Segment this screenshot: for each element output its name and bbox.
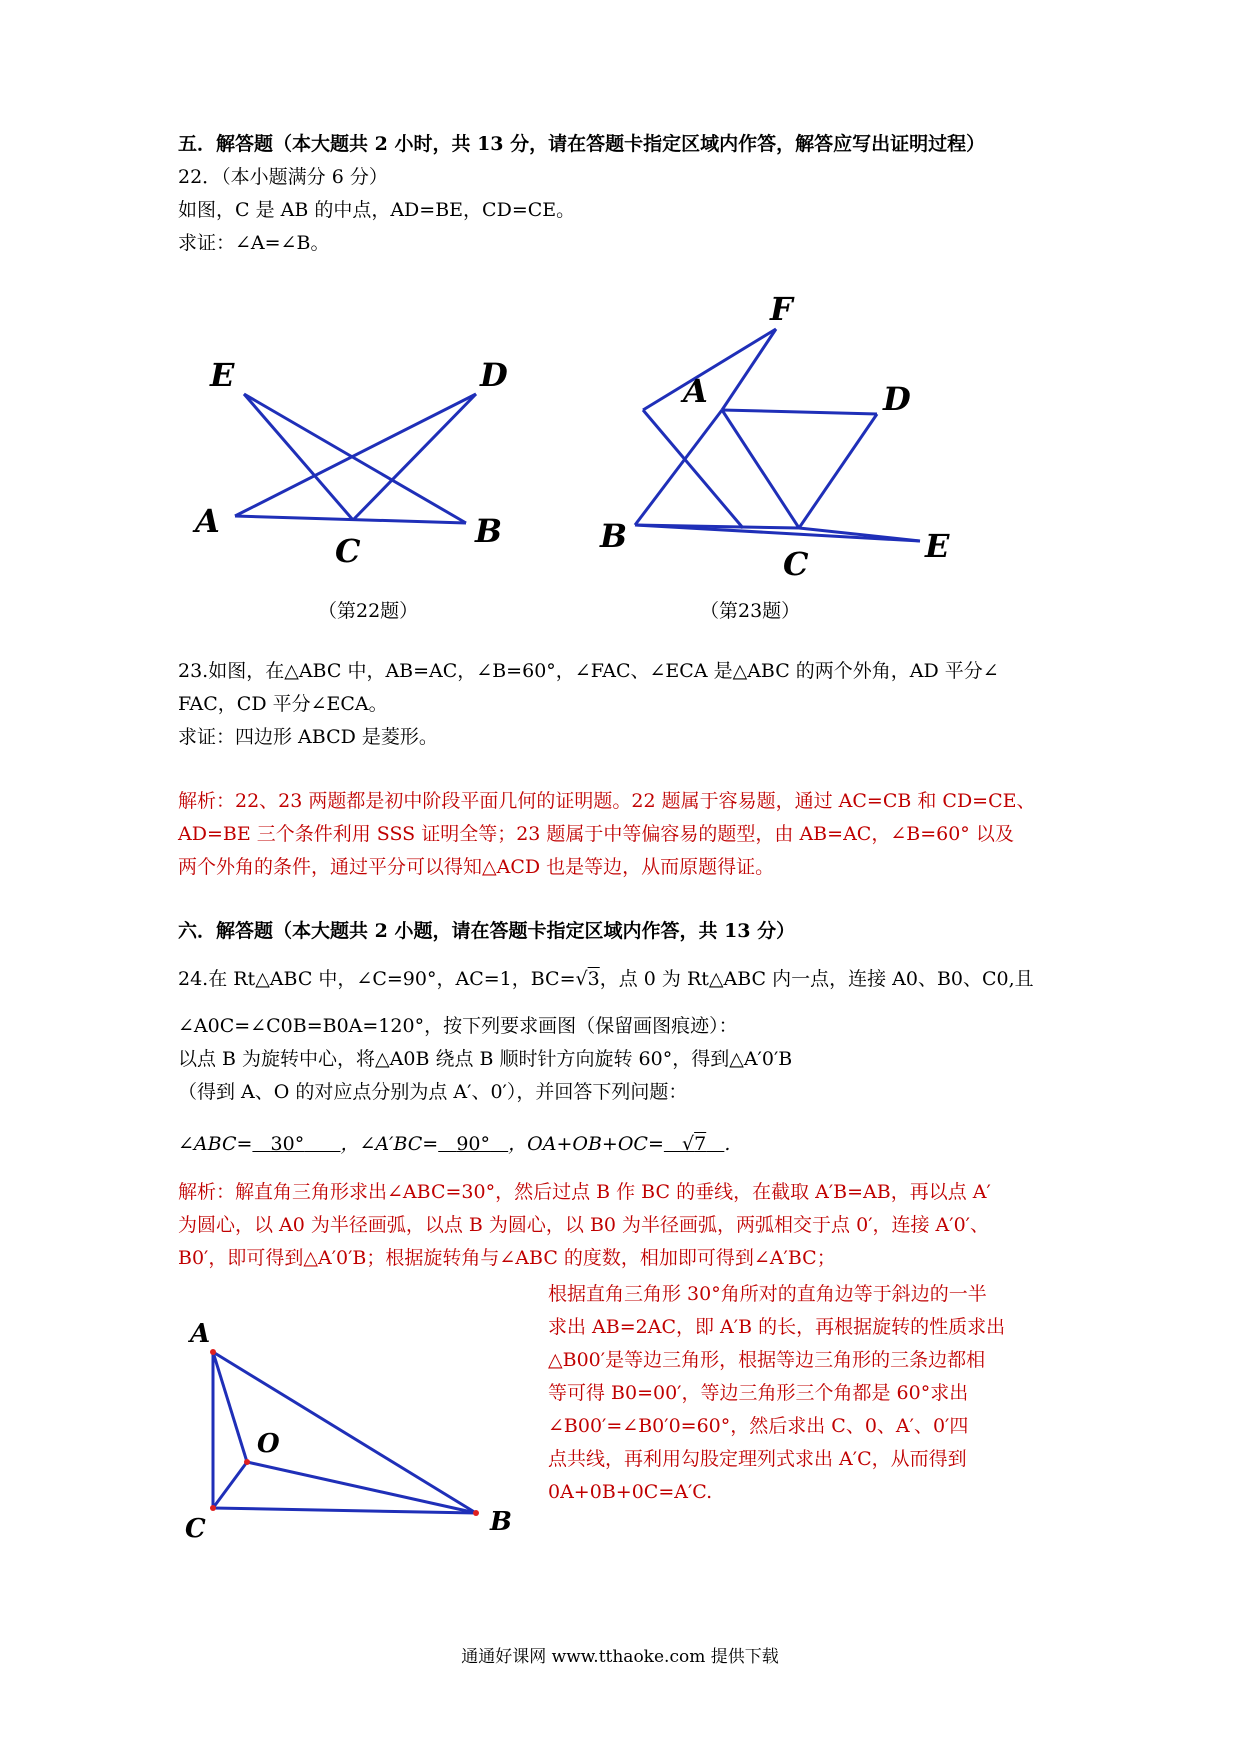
fig22-caption: （第22题） xyxy=(318,600,419,622)
analysis2-side-line: 求出 AB=2AC，即 A′B 的长，再根据旋转的性质求出 xyxy=(548,1316,1006,1338)
label-O: O xyxy=(257,1429,280,1459)
line-BD xyxy=(643,410,743,528)
q24-line3: 以点 B 为旋转中心，将△A0B 绕点 B 顺时针方向旋转 60°，得到△A′0′B xyxy=(178,1048,793,1070)
q22-label: 22．（本小题满分 6 分） xyxy=(178,166,388,188)
answer-blank-3: √7 xyxy=(682,1133,707,1155)
analysis2-side-line: △B00′是等边三角形，根据等边三角形的三条边都相 xyxy=(548,1349,986,1371)
q23-line3: 求证：四边形 ABCD 是菱形。 xyxy=(178,726,438,748)
analysis2-line1: 解析：解直角三角形求出∠ABC=30°，然后过点 B 作 BC 的垂线，在截取 A′B=AB，再以点 A′ xyxy=(178,1181,991,1203)
figure-24 xyxy=(180,1310,520,1550)
label-C: C xyxy=(185,1514,206,1544)
q23-line2: FAC，CD 平分∠ECA。 xyxy=(178,693,388,715)
sqrt-symbol: √3 xyxy=(575,968,600,990)
analysis2-line2: 为圆心，以 A0 为半径画弧，以点 B 为圆心，以 B0 为半径画弧，两弧相交于点 0′，连接 A′0′、 xyxy=(178,1214,989,1236)
analysis2-line3: B0′，即可得到△A′0′B；根据旋转角与∠ABC 的度数，相加即可得到∠A′BC； xyxy=(178,1247,836,1269)
line-BF xyxy=(643,329,776,410)
label-C: C xyxy=(783,545,809,583)
label-F: F xyxy=(770,290,793,328)
analysis2-side-line: 0A+0B+0C=A′C. xyxy=(548,1481,713,1503)
point-B xyxy=(473,1510,479,1516)
label-A: A xyxy=(190,1319,211,1349)
analysis2-side-line: 根据直角三角形 30°角所对的直角边等于斜边的一半 xyxy=(548,1283,987,1305)
line-EC xyxy=(244,394,353,520)
label-A: A xyxy=(195,502,220,540)
label-D: D xyxy=(883,380,911,418)
q22-line2: 求证：∠A=∠B。 xyxy=(178,232,330,254)
analysis2-side-line: 等可得 B0=00′，等边三角形三个角都是 60°求出 xyxy=(548,1382,969,1404)
line-AD xyxy=(235,394,476,516)
line-EB xyxy=(244,394,466,523)
figure-23 xyxy=(590,285,970,585)
label-B: B xyxy=(490,1507,512,1537)
line-AB xyxy=(213,1352,476,1513)
label-D: D xyxy=(480,356,508,394)
label-C: C xyxy=(335,532,361,570)
q24-answers: ∠ABC= 30° ，∠A′BC= 90° ，OA+OB+OC= √7 . xyxy=(178,1133,731,1155)
answer-blank-2: 90° xyxy=(456,1133,491,1155)
section5-heading: 五．解答题（本大题共 2 小时，共 13 分，请在答题卡指定区域内作答，解答应写出证明过程） xyxy=(178,133,986,155)
q24-line1: 24.在 Rt△ABC 中，∠C=90°，AC=1，BC=√3，点 0 为 Rt△ABC 内一点，连接 A0、B0、C0,且 xyxy=(178,965,1034,993)
label-E: E xyxy=(210,356,235,394)
analysis2-side-line: ∠B00′=∠B0′0=60°，然后求出 C、0、A′、0′四 xyxy=(548,1415,969,1437)
section6-heading: 六．解答题（本大题共 2 小题，请在答题卡指定区域内作答，共 13 分） xyxy=(178,920,796,942)
label-A: A xyxy=(683,372,708,410)
label-B: B xyxy=(475,512,503,550)
analysis1-line2: AD=BE 三个条件利用 SSS 证明全等；23 题属于中等偏容易的题型，由 AB=AC，∠B=60° 以及 xyxy=(178,823,1014,845)
analysis1-line3: 两个外角的条件，通过平分可以得知△ACD 也是等边，从而原题得证。 xyxy=(178,856,775,878)
point-A xyxy=(210,1349,216,1355)
line-OC xyxy=(213,1462,247,1508)
point-O xyxy=(244,1459,250,1465)
line-CD xyxy=(353,394,476,520)
point-C xyxy=(210,1505,216,1511)
line-AC xyxy=(722,410,799,528)
analysis2-side-line: 点共线，再利用勾股定理列式求出 A′C，从而得到 xyxy=(548,1448,967,1470)
analysis2-side xyxy=(548,1278,1068,1509)
q24-line4: （得到 A、O 的对应点分别为点 A′、0′），并回答下列问题： xyxy=(178,1081,688,1103)
figure-22 xyxy=(180,340,520,580)
q22-line1: 如图，C 是 AB 的中点，AD=BE，CD=CE。 xyxy=(178,199,576,221)
line-BA xyxy=(635,410,722,525)
q23-line1: 23.如图，在△ABC 中，AB=AC，∠B=60°，∠FAC、∠ECA 是△ABC 的两个外角，AD 平分∠ xyxy=(178,660,999,682)
line-CB xyxy=(213,1508,476,1513)
fig23-caption: （第23题） xyxy=(700,600,801,622)
page-footer: 通通好课网 www.tthaoke.com 提供下载 xyxy=(461,1647,779,1667)
answer-blank-1: 30° xyxy=(270,1133,305,1155)
label-B: B xyxy=(600,517,628,555)
analysis1-line1: 解析：22、23 两题都是初中阶段平面几何的证明题。22 题属于容易题，通过 AC=CB 和 CD=CE、 xyxy=(178,790,1036,812)
q24-line2: ∠A0C=∠C0B=B0A=120°，按下列要求画图（保留画图痕迹）： xyxy=(178,1015,738,1037)
line-OB xyxy=(247,1462,476,1513)
label-E: E xyxy=(925,527,950,565)
